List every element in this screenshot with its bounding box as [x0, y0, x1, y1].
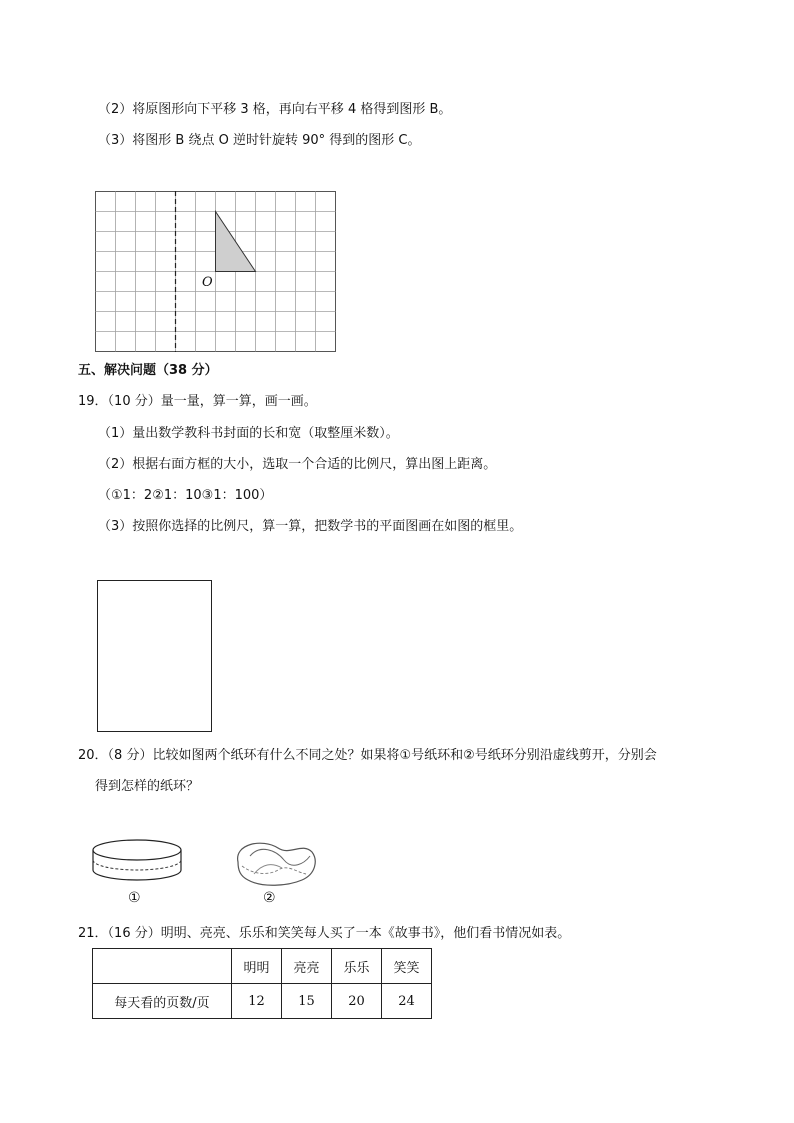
q20-stem-line2: 得到怎样的纸环？: [95, 779, 200, 794]
reading-stats-table: [92, 948, 432, 1019]
q19-options: （①1：2②1：10③1：100）: [98, 488, 273, 503]
table-row: [93, 984, 432, 1019]
translation-grid-figure: [94, 190, 338, 354]
q18-part2-text: （2）将原图形向下平移 3 格，再向右平移 4 格得到图形 B。: [98, 102, 452, 117]
table-header-row: [93, 949, 432, 984]
table-cell: 12: [232, 984, 282, 1019]
q19-part1: （1）量出数学教科书封面的长和宽（取整厘米数）。: [98, 426, 399, 441]
table-header-cell: 乐乐: [332, 949, 382, 984]
q19-part3: （3）按照你选择的比例尺，算一算，把数学书的平面图画在如图的框里。: [98, 519, 523, 534]
point-o-label: O: [202, 275, 213, 290]
table-header-cell: 笑笑: [382, 949, 432, 984]
q18-part3-text: （3）将图形 B 绕点 O 逆时针旋转 90° 得到的图形 C。: [98, 133, 421, 148]
ring-2-label: ②: [263, 890, 276, 906]
table-cell: 24: [382, 984, 432, 1019]
paper-ring-1-figure: [90, 836, 186, 894]
table-header-cell: 亮亮: [282, 949, 332, 984]
paper-ring-2-figure: [232, 834, 318, 894]
q21-stem: 21．（16 分）明明、亮亮、乐乐和笑笑每人买了一本《故事书》，他们看书情况如表。: [78, 926, 571, 941]
ring-1-label: ①: [128, 890, 141, 906]
table-header-cell: 明明: [232, 949, 282, 984]
section-heading: 五、解决问题（38 分）: [78, 363, 218, 378]
q20-stem-line1: 20．（8 分）比较如图两个纸环有什么不同之处？如果将①号纸环和②号纸环分别沿虚线剪开，分别会: [78, 748, 657, 763]
q19-part2: （2）根据右面方框的大小，选取一个合适的比例尺，算出图上距离。: [98, 457, 497, 472]
table-cell: 15: [282, 984, 332, 1019]
table-row-label: 每天看的页数/页: [93, 984, 232, 1019]
drawing-frame-box: [97, 580, 212, 732]
q19-stem: 19．（10 分）量一量，算一算，画一画。: [78, 394, 317, 409]
table-cell: 20: [332, 984, 382, 1019]
table-header-cell: [93, 949, 232, 984]
